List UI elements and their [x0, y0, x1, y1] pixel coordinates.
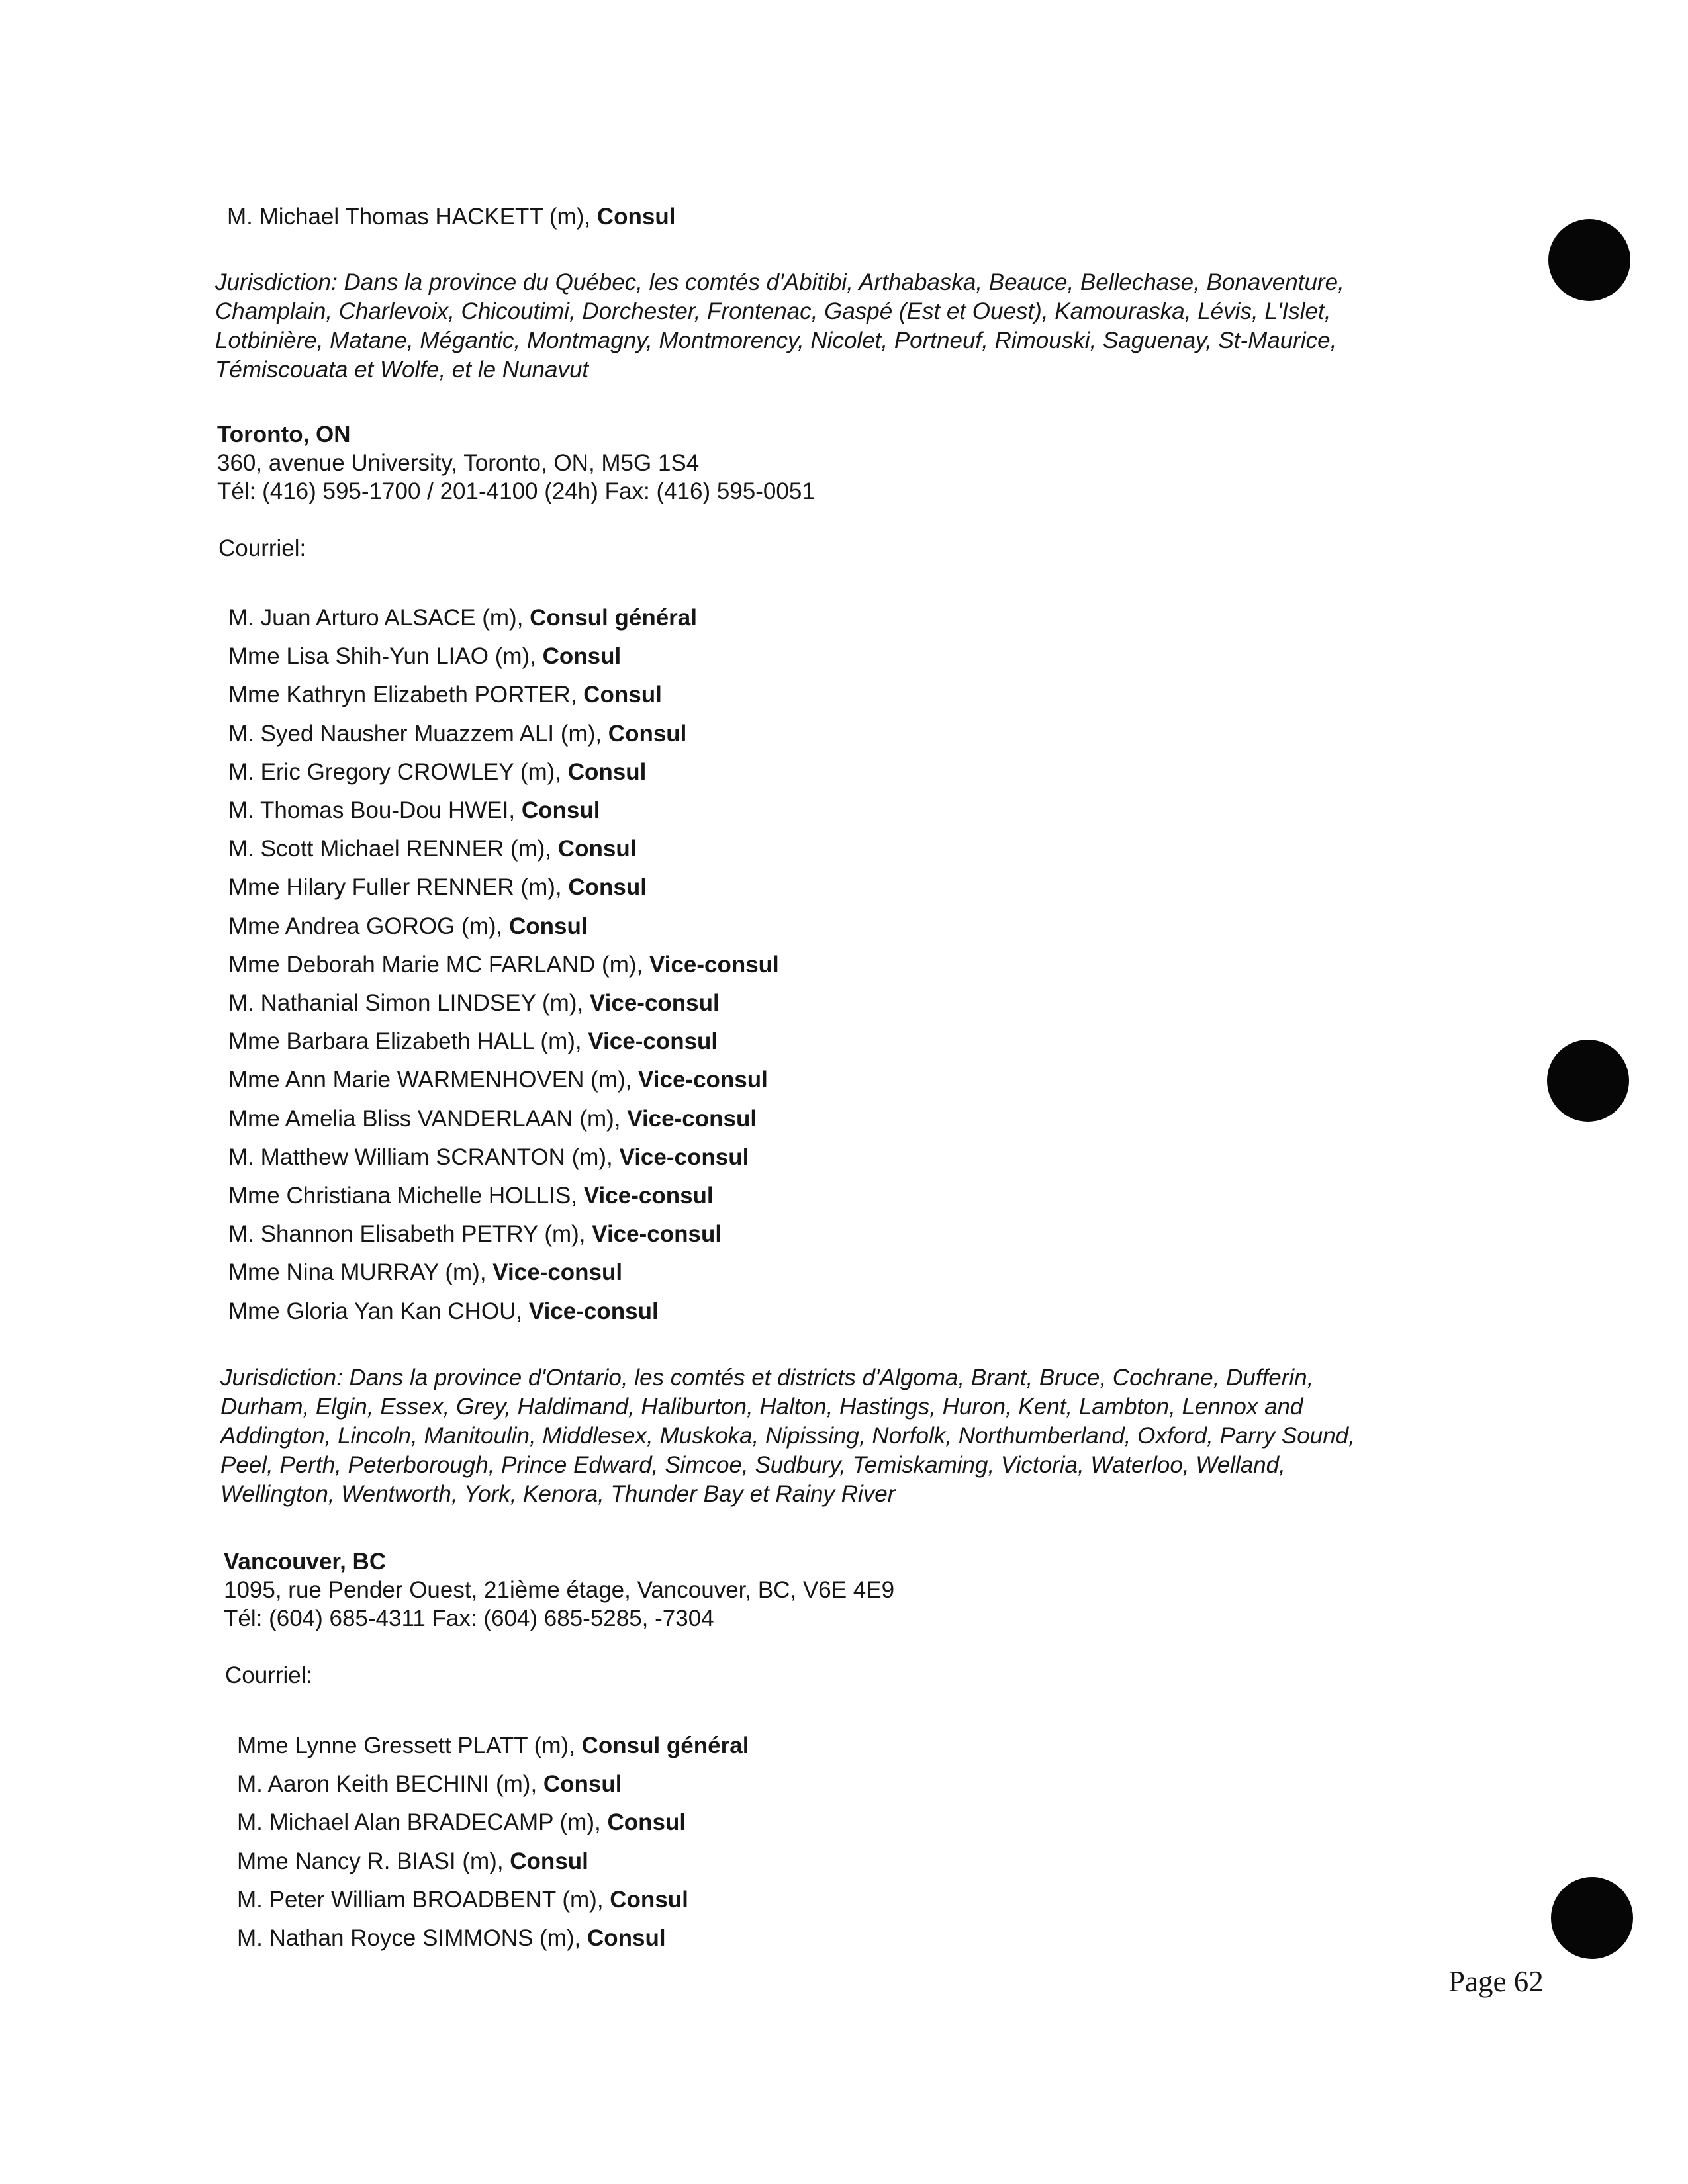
- staff-title: Vice-consul: [627, 1105, 757, 1132]
- staff-title: Vice-consul: [592, 1221, 722, 1248]
- vancouver-email-label: Courriel:: [225, 1662, 313, 1688]
- jurisdiction-line: Jurisdiction: Dans la province d'Ontario, les comtés et districts d'Algoma, Brant, Bruce, Cochrane, Dufferin,: [220, 1365, 1314, 1390]
- staff-title: Vice-consul: [638, 1067, 768, 1093]
- ontario-jurisdiction: [220, 1363, 1355, 1509]
- staff-entry: [228, 874, 647, 901]
- staff-name: Mme Kathryn Elizabeth PORTER,: [228, 682, 584, 708]
- staff-name: M. Peter William BROADBENT (m),: [237, 1886, 610, 1913]
- vancouver-phone: Tél: (604) 685-4311 Fax: (604) 685-5285, -7304: [224, 1606, 714, 1631]
- staff-name: Mme Andrea GOROG (m),: [228, 913, 509, 939]
- staff-title: Consul: [608, 720, 687, 747]
- staff-title: Vice-consul: [588, 1028, 718, 1055]
- staff-entry: [228, 836, 636, 862]
- staff-entry: [228, 721, 686, 747]
- quebec-jurisdiction: [215, 268, 1344, 385]
- staff-name: M. Nathan Royce SIMMONS (m),: [237, 1925, 587, 1951]
- staff-entry: [237, 1925, 666, 1952]
- staff-entry: [228, 913, 588, 940]
- staff-entry: [237, 1809, 686, 1836]
- staff-title: Vice-consul: [583, 1183, 714, 1208]
- staff-title: Vice-consul: [649, 951, 779, 978]
- staff-name: Mme Ann Marie WARMENHOVEN (m),: [228, 1067, 639, 1093]
- staff-name: M. Michael Alan BRADECAMP (m),: [237, 1809, 608, 1836]
- staff-title: Consul: [557, 836, 637, 862]
- staff-entry: [228, 1106, 757, 1132]
- staff-name: Mme Nancy R. BIASI (m),: [237, 1848, 510, 1874]
- staff-entry: [228, 1183, 714, 1209]
- staff-title: Consul: [542, 643, 622, 670]
- staff-name: Mme Nina MURRAY (m),: [228, 1259, 493, 1286]
- staff-entry: [228, 1067, 768, 1093]
- jurisdiction-line: Durham, Elgin, Essex, Grey, Haldimand, Haliburton, Halton, Hastings, Huron, Kent, Lambton, Lennox and: [220, 1394, 1303, 1420]
- staff-entry: [228, 797, 600, 824]
- jurisdiction-line: Témiscouata et Wolfe, et le Nunavut: [215, 357, 589, 383]
- toronto-address: 360, avenue University, Toronto, ON, M5G 1S4: [217, 450, 700, 476]
- staff-entry: [228, 1259, 622, 1286]
- staff-entry: [228, 1028, 718, 1055]
- staff-entry: [228, 1298, 659, 1325]
- punch-hole: [1548, 219, 1630, 301]
- staff-entry: [228, 759, 646, 786]
- staff-name: M. Juan Arturo ALSACE (m),: [228, 605, 530, 631]
- toronto-phone: Tél: (416) 595-1700 / 201-4100 (24h) Fax: (416) 595-0051: [217, 478, 815, 504]
- punch-hole: [1551, 1877, 1633, 1959]
- staff-name: Mme Lisa Shih-Yun LIAO (m),: [228, 643, 543, 670]
- staff-entry: [228, 990, 720, 1017]
- staff-entry: [237, 1848, 588, 1875]
- punch-hole: [1547, 1040, 1629, 1122]
- staff-name: Mme Amelia Bliss VANDERLAAN (m),: [228, 1105, 628, 1132]
- staff-title: Consul: [586, 1925, 666, 1951]
- staff-title: Consul: [508, 913, 588, 939]
- staff-title: Consul: [567, 758, 647, 785]
- staff-name: Mme Gloria Yan Kan CHOU,: [228, 1298, 529, 1324]
- staff-name: M. Thomas Bou-Dou HWEI,: [228, 797, 522, 823]
- staff-title: Consul: [583, 682, 662, 708]
- staff-name: M. Aaron Keith BECHINI (m),: [237, 1771, 543, 1797]
- staff-entry: [228, 1221, 722, 1248]
- staff-title: Vice-consul: [619, 1144, 749, 1170]
- toronto-email-label: Courriel:: [218, 535, 306, 561]
- staff-entry: [237, 1733, 749, 1759]
- staff-title: Consul: [510, 1848, 588, 1874]
- staff-name: M. Eric Gregory CROWLEY (m),: [228, 758, 568, 785]
- jurisdiction-line: Peel, Perth, Peterborough, Prince Edward, Simcoe, Sudbury, Temiskaming, Victoria, Waterloo, Welland,: [220, 1452, 1286, 1478]
- staff-entry: [237, 1887, 688, 1913]
- staff-title: Consul: [543, 1771, 622, 1797]
- staff-title: Consul: [521, 797, 600, 823]
- staff-title: Consul général: [530, 605, 697, 631]
- toronto-city-heading: Toronto, ON: [217, 422, 351, 447]
- staff-entry: [228, 605, 697, 631]
- staff-name: M. Matthew William SCRANTON (m),: [228, 1144, 620, 1170]
- staff-name: M. Nathanial Simon LINDSEY (m),: [228, 990, 590, 1016]
- staff-name: Mme Hilary Fuller RENNER (m),: [228, 874, 569, 901]
- jurisdiction-line: Jurisdiction: Dans la province du Québec, les comtés d'Abitibi, Arthabaska, Beauce, Bellechase, Bonaventure,: [215, 269, 1344, 295]
- staff-title: Vice-consul: [492, 1259, 623, 1286]
- jurisdiction-line: Lotbinière, Matane, Mégantic, Montmagny, Montmorency, Nicolet, Portneuf, Rimouski, Saguenay, St-Maurice,: [215, 328, 1337, 353]
- staff-title: Consul: [568, 874, 647, 901]
- jurisdiction-line: Addington, Lincoln, Manitoulin, Middlesex, Muskoka, Nipissing, Norfolk, Northumberland, Oxford, Parry Sound,: [220, 1423, 1355, 1449]
- staff-title: Consul: [610, 1886, 688, 1913]
- staff-title: Vice-consul: [528, 1298, 659, 1324]
- staff-name: M. Syed Nausher Muazzem ALI (m),: [228, 720, 608, 747]
- jurisdiction-line: Wellington, Wentworth, York, Kenora, Thunder Bay et Rainy River: [220, 1481, 896, 1507]
- staff-entry: [237, 1771, 622, 1797]
- staff-title: Vice-consul: [589, 990, 720, 1016]
- staff-name: Mme Deborah Marie MC FARLAND (m),: [228, 951, 649, 978]
- vancouver-address: 1095, rue Pender Ouest, 21ième étage, Vancouver, BC, V6E 4E9: [224, 1577, 895, 1603]
- staff-entry: [228, 682, 662, 708]
- staff-title: Consul: [607, 1809, 686, 1836]
- staff-name: Mme Lynne Gressett PLATT (m),: [237, 1733, 582, 1758]
- staff-entry: [228, 643, 621, 670]
- staff-name: Mme Barbara Elizabeth HALL (m),: [228, 1028, 588, 1055]
- person-title: Consul: [596, 204, 676, 230]
- staff-title: Consul général: [581, 1733, 749, 1758]
- jurisdiction-line: Champlain, Charlevoix, Chicoutimi, Dorchester, Frontenac, Gaspé (Est et Ouest), Kamouraska, Lévis, L'Islet,: [215, 298, 1331, 324]
- staff-name: Mme Christiana Michelle HOLLIS,: [228, 1183, 584, 1208]
- staff-name: M. Scott Michael RENNER (m),: [228, 836, 558, 862]
- staff-entry: [228, 1144, 749, 1171]
- page-number: Page 62: [1448, 1965, 1544, 1998]
- vancouver-city-heading: Vancouver, BC: [224, 1549, 387, 1574]
- person-name: M. Michael Thomas HACKETT (m),: [227, 204, 597, 230]
- staff-entry: [228, 952, 779, 978]
- staff-name: M. Shannon Elisabeth PETRY (m),: [228, 1221, 592, 1248]
- top-person-entry: [227, 203, 675, 232]
